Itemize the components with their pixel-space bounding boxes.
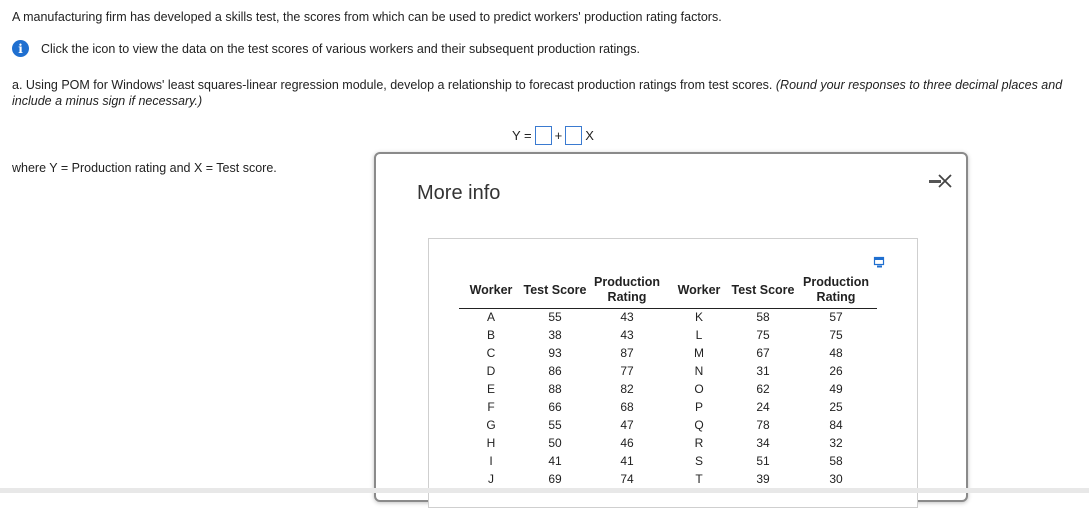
table-cell: 68 <box>620 400 634 414</box>
table-cell: 25 <box>829 400 843 414</box>
table-cell: J <box>488 472 494 486</box>
table-cell: 75 <box>756 328 770 342</box>
table-cell: 77 <box>620 364 634 378</box>
table-cell: 32 <box>829 436 843 450</box>
table-cell: 69 <box>548 472 562 486</box>
table-cell: 86 <box>548 364 562 378</box>
table-cell: B <box>486 328 495 342</box>
eq-y-label: Y = <box>512 128 532 143</box>
part-a-prompt <box>12 77 1082 109</box>
table-row <box>459 452 877 470</box>
table-row <box>459 362 877 380</box>
more-info-dialog <box>374 152 968 502</box>
table-cell: 55 <box>548 310 562 325</box>
table-cell: O <box>694 382 704 396</box>
page-bottom-edge <box>0 488 1089 493</box>
eq-x-label: X <box>585 128 594 143</box>
worker-data-table <box>459 273 877 488</box>
table-cell: E <box>486 382 495 396</box>
table-cell: R <box>694 436 704 450</box>
table-cell: L <box>695 328 703 342</box>
table-cell: P <box>694 400 703 414</box>
table-cell: 26 <box>829 364 843 378</box>
table-cell: Q <box>694 418 704 432</box>
where-note: where Y = Production rating and X = Test score. <box>12 161 277 175</box>
table-cell: 46 <box>620 436 634 450</box>
table-cell: 50 <box>548 436 562 450</box>
table-cell: 49 <box>829 382 843 396</box>
table-row <box>459 398 877 416</box>
col-worker: Worker <box>469 282 513 297</box>
table-cell: 78 <box>756 418 770 432</box>
table-cell: 82 <box>620 382 634 396</box>
table-cell: 51 <box>756 454 770 468</box>
table-cell: N <box>694 364 704 378</box>
info-icon[interactable]: i <box>12 40 29 57</box>
table-cell: 93 <box>548 346 562 360</box>
dialog-title: More info <box>417 182 501 204</box>
table-cell: 38 <box>548 328 562 342</box>
table-cell: 48 <box>829 346 843 360</box>
table-cell: 47 <box>620 418 634 432</box>
table-cell: H <box>486 436 496 450</box>
data-table-frame <box>428 238 918 508</box>
table-cell: 34 <box>756 436 770 450</box>
slope-input[interactable] <box>565 126 582 145</box>
table-cell: I <box>489 454 493 468</box>
table-cell: 58 <box>756 310 770 325</box>
table-row <box>459 326 877 344</box>
table-cell: S <box>694 454 703 468</box>
table-cell: 74 <box>620 472 634 486</box>
table-cell: C <box>486 346 496 360</box>
table-cell: 84 <box>829 418 843 432</box>
table-cell: 67 <box>756 346 770 360</box>
part-a-text: a. Using POM for Windows' least squares-linear regression module, develop a relationship to forecast production ratings from test scores. <box>12 78 773 92</box>
table-cell: 41 <box>620 454 634 468</box>
table-cell: T <box>695 472 703 486</box>
copy-icon[interactable] <box>873 256 886 269</box>
info-line <box>12 40 640 57</box>
col-test-score: Test Score <box>523 282 587 297</box>
close-icon[interactable] <box>934 170 956 192</box>
part-a-hint: (Round your responses to three decimal places and include a minus sign if necessary.) <box>12 78 1063 108</box>
table-cell: F <box>487 400 495 414</box>
table-cell: 62 <box>756 382 770 396</box>
table-cell: 58 <box>829 454 843 468</box>
col-test-score-2: Test Score <box>731 282 795 297</box>
table-row <box>459 344 877 362</box>
table-cell: 43 <box>620 310 634 325</box>
table-header-row <box>459 273 877 308</box>
table-cell: 30 <box>829 472 843 486</box>
table-cell: 39 <box>756 472 770 486</box>
table-cell: 55 <box>548 418 562 432</box>
col-production-rating-2: Production Rating <box>803 275 869 305</box>
table-cell: G <box>486 418 496 432</box>
table-cell: 66 <box>548 400 562 414</box>
table-row <box>459 308 877 326</box>
col-worker-2: Worker <box>677 282 721 297</box>
table-cell: 87 <box>620 346 634 360</box>
table-cell: 57 <box>829 310 843 325</box>
table-cell: D <box>486 364 496 378</box>
col-production-rating: Production Rating <box>594 275 660 305</box>
table-row <box>459 470 877 488</box>
eq-plus-label: + <box>554 128 563 143</box>
table-cell: A <box>486 310 495 325</box>
table-cell: M <box>694 346 704 360</box>
intercept-input[interactable] <box>535 126 552 145</box>
table-cell: 41 <box>548 454 562 468</box>
table-cell: 24 <box>756 400 770 414</box>
table-row <box>459 434 877 452</box>
table-cell: 75 <box>829 328 843 342</box>
info-text: Click the icon to view the data on the test scores of various workers and their subsequent production ratings. <box>41 41 640 56</box>
table-cell: 88 <box>548 382 562 396</box>
question-intro: A manufacturing firm has developed a skills test, the scores from which can be used to predict workers' production rating factors. <box>12 10 722 24</box>
regression-equation <box>512 126 594 145</box>
table-row <box>459 380 877 398</box>
table-row <box>459 416 877 434</box>
table-cell: 31 <box>756 364 770 378</box>
table-cell: 43 <box>620 328 634 342</box>
table-cell: K <box>694 310 703 325</box>
